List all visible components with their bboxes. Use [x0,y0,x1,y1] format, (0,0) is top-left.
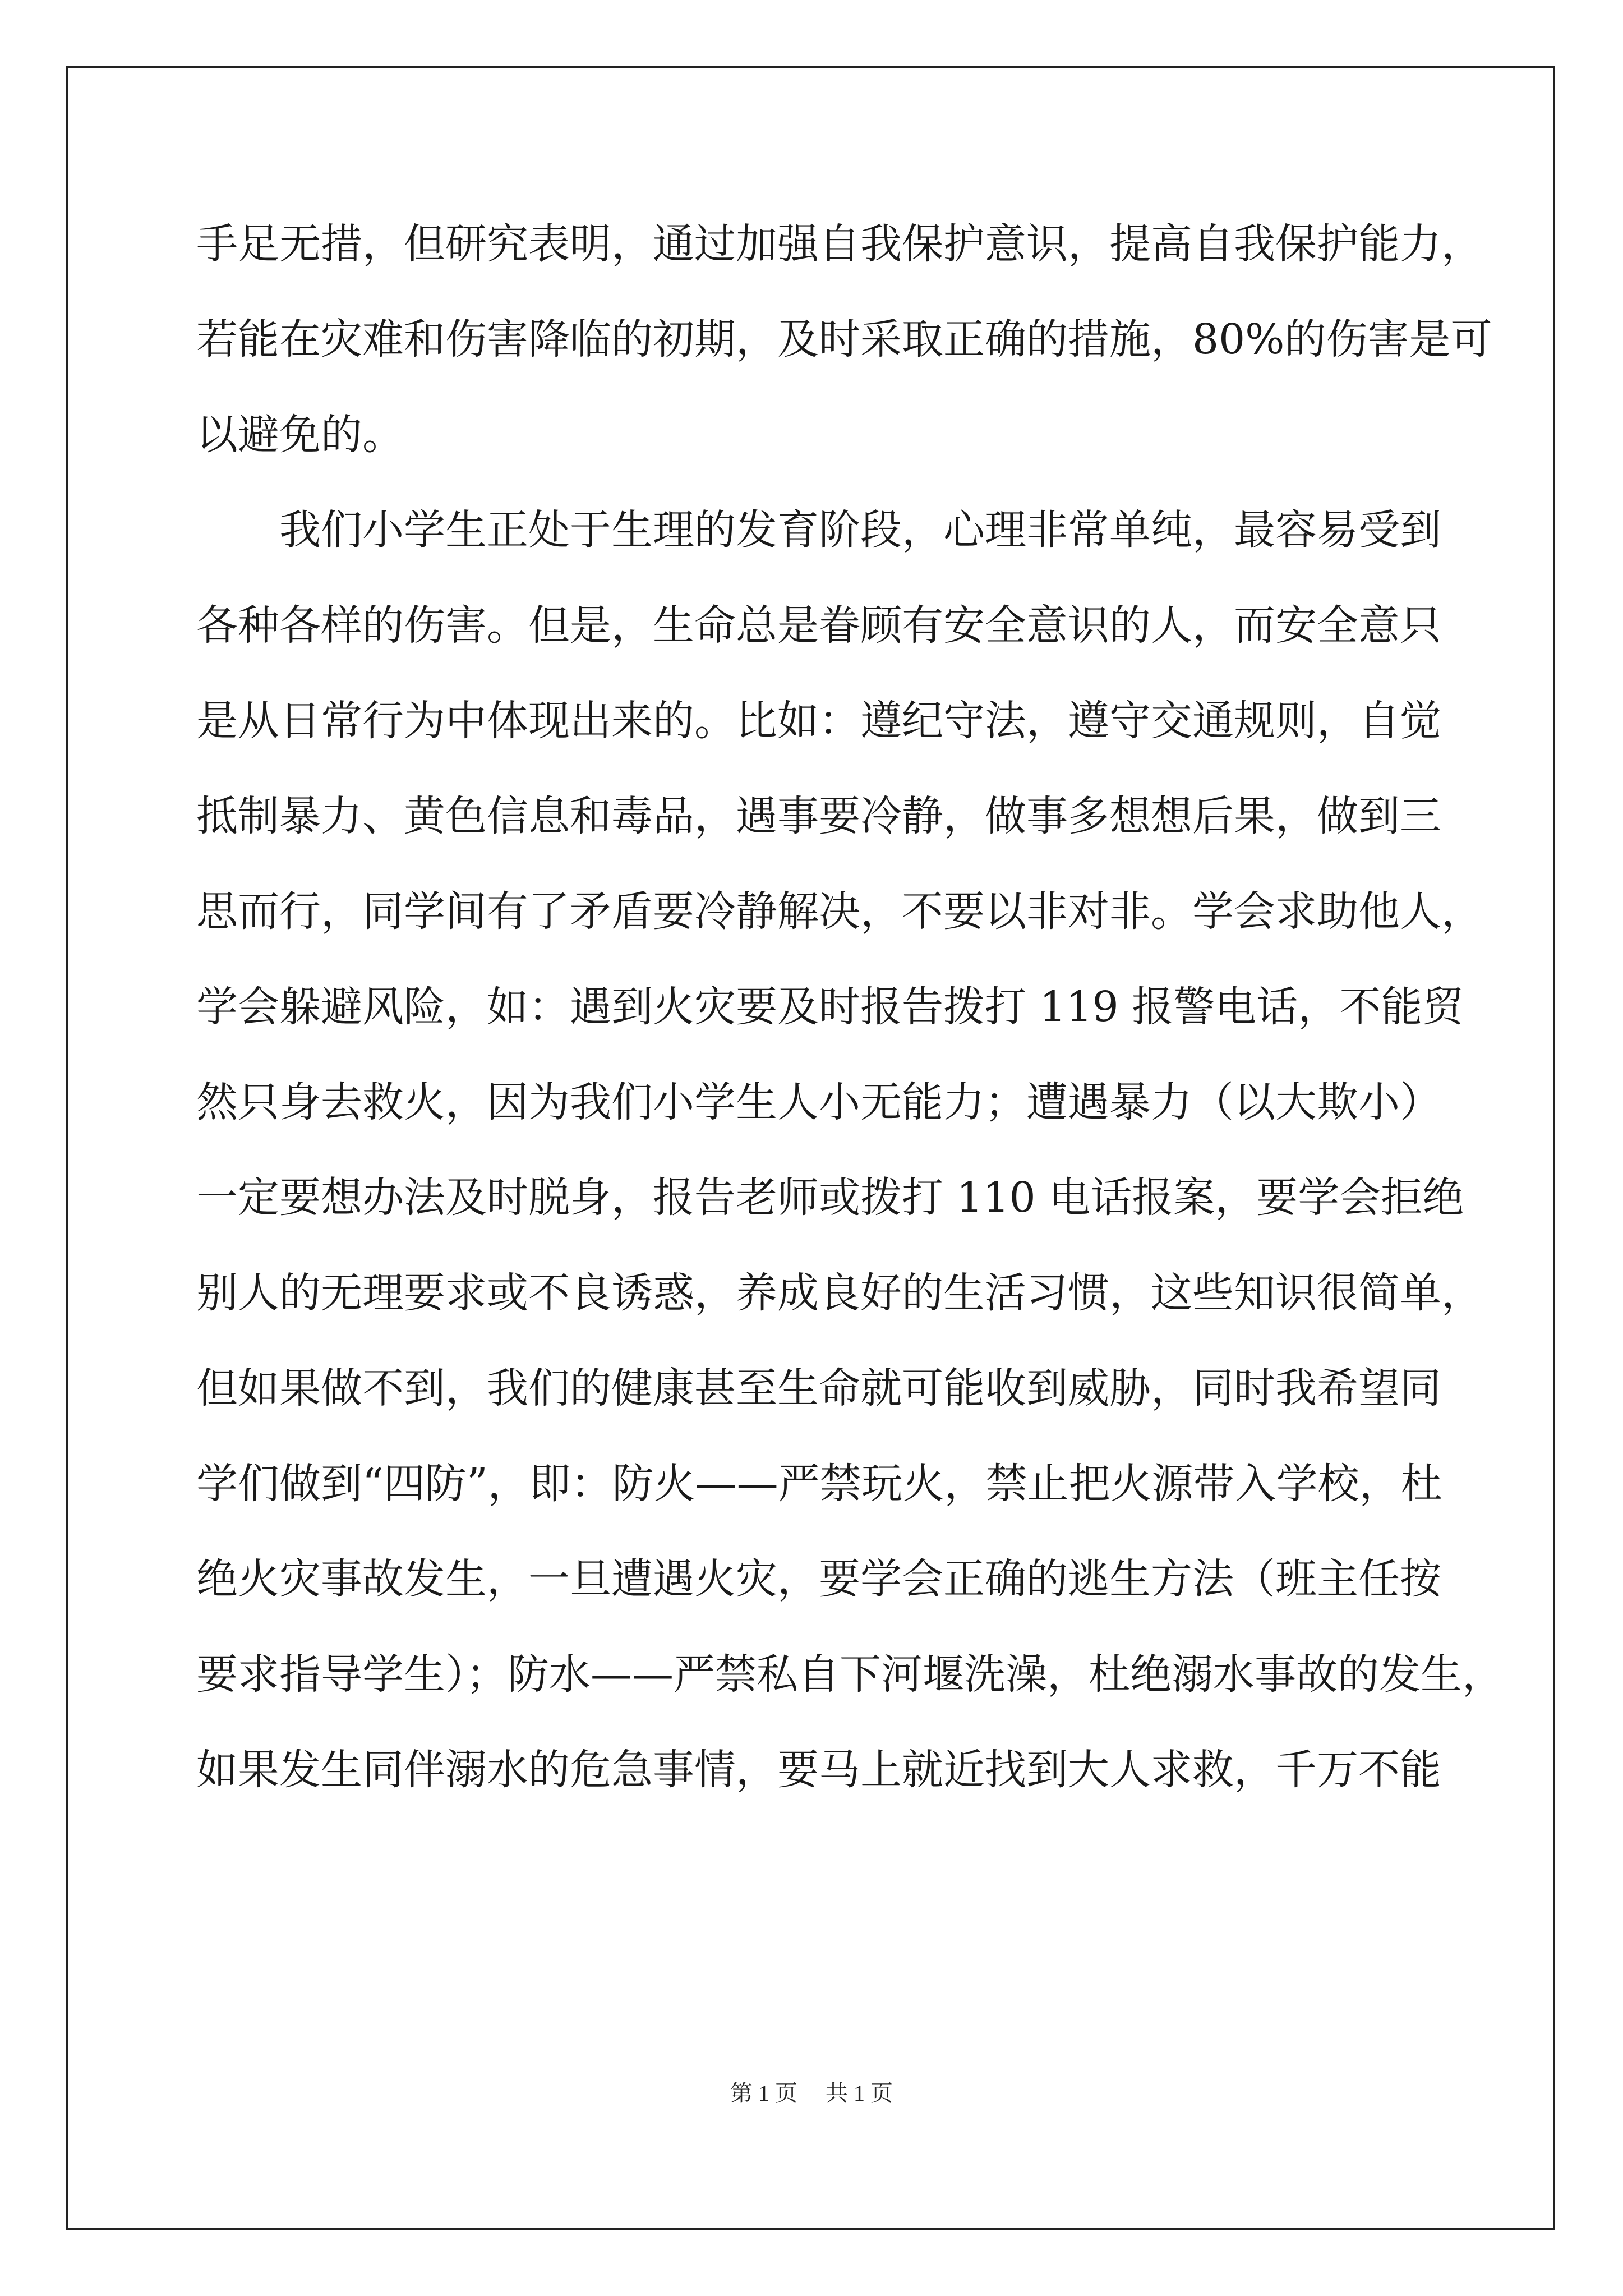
text-line: 我们小学生正处于生理的发育阶段，心理非常单纯，最容易受到 [196,506,1441,554]
page-footer [0,2076,1623,2108]
text-line: 别人的无理要求或不良诱惑，养成良好的生活习惯，这些知识很简单， [196,1269,1483,1317]
text-line: 思而行，同学间有了矛盾要冷静解决，不要以非对非。学会求助他人， [196,887,1483,936]
text-line: 是从日常行为中体现出来的。比如：遵纪守法，遵守交通规则，自觉 [196,697,1441,745]
text-line: 抵制暴力、黄色信息和毒品，遇事要冷静，做事多想想后果，做到三 [196,792,1441,840]
document-body [196,196,1504,1818]
page-total: 共 1 页 [826,2081,893,2106]
text-line: 学们做到“四防”，即：防火——严禁玩火，禁止把火源带入学校，杜 [196,1460,1442,1508]
text-line: 如果发生同伴溺水的危急事情，要马上就近找到大人求救，千万不能 [196,1746,1441,1794]
text-line: 一定要想办法及时脱身，报告老师或拨打 110 电话报案，要学会拒绝 [196,1174,1464,1222]
text-line: 但如果做不到，我们的健康甚至生命就可能收到威胁，同时我希望同 [196,1364,1441,1412]
text-line: 学会躲避风险，如：遇到火灾要及时报告拨打 119 报警电话，不能贸 [196,983,1464,1031]
text-line: 以避免的。 [196,411,404,459]
paragraph-2 [196,482,1504,1818]
text-line: 若能在灾难和伤害降临的初期，及时采取正确的措施，80%的伤害是可 [196,315,1492,364]
page-number: 第 1 页 [730,2081,797,2106]
text-line: 各种各样的伤害。但是，生命总是眷顾有安全意识的人，而安全意只 [196,601,1441,650]
text-line: 绝火灾事故发生，一旦遭遇火灾，要学会正确的逃生方法（班主任按 [196,1555,1441,1603]
text-line: 手足无措，但研究表明，通过加强自我保护意识，提高自我保护能力， [196,220,1483,268]
text-line: 然只身去救火，因为我们小学生人小无能力；遭遇暴力（以大欺小） [196,1078,1441,1126]
text-line: 要求指导学生）；防水——严禁私自下河堰洗澡，杜绝溺水事故的发生， [196,1650,1504,1699]
paragraph-1 [196,196,1492,482]
